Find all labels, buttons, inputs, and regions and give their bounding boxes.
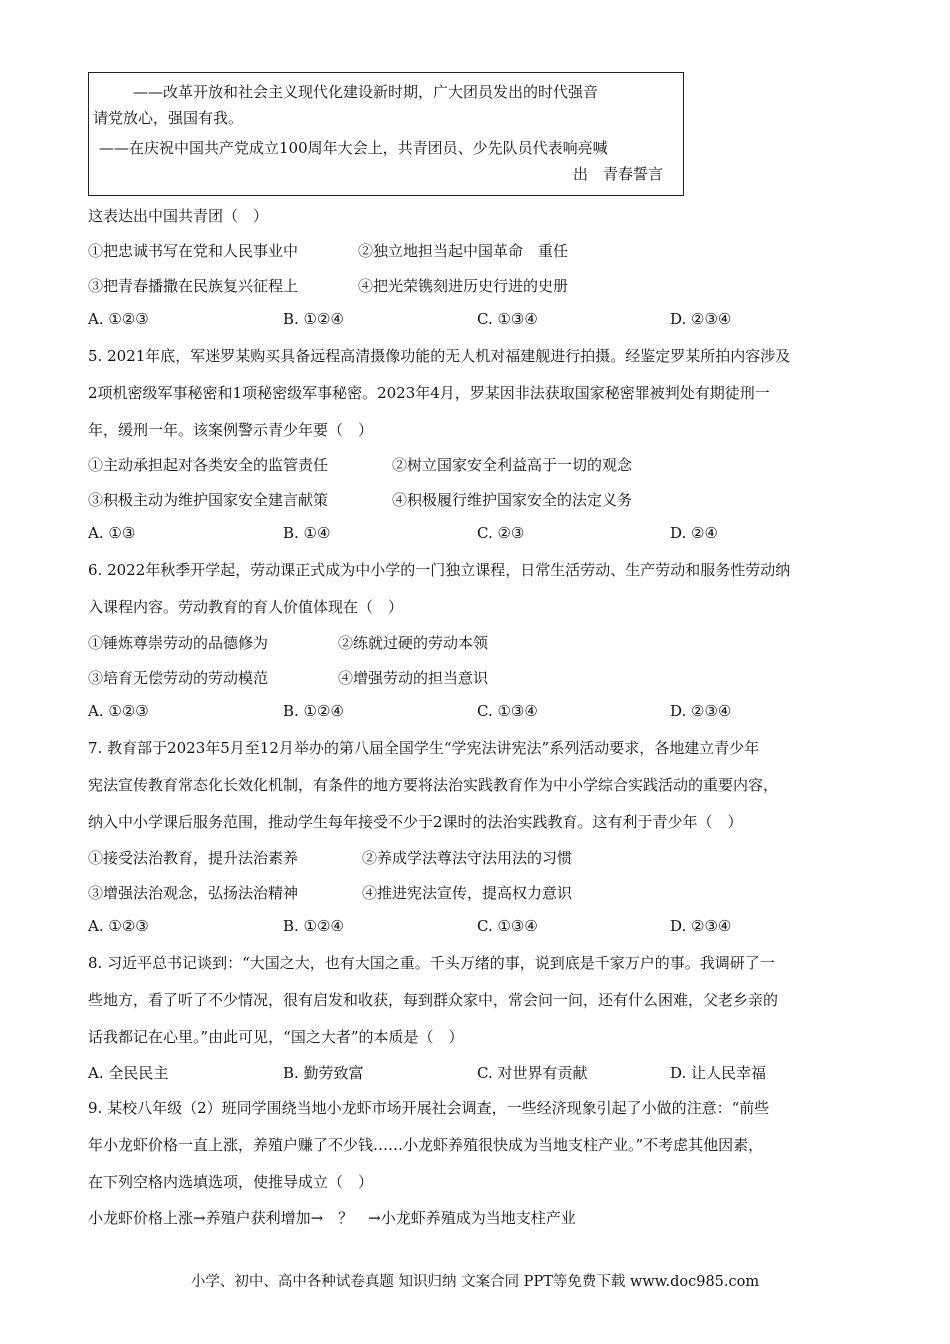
question-text: 8. 习近平总书记谈到：“大国之大，也有大国之重。千头万绪的事，说到底是千家万户的事。我调研了一 <box>88 954 775 972</box>
statement-item: ④积极履行维护国家安全的法定义务 <box>392 491 633 509</box>
statement-item: ①主动承担起对各类安全的监管责任 <box>88 456 329 474</box>
statement-item: ③积极主动为维护国家安全建言献策 <box>88 491 329 509</box>
answer-option: D. 让人民幸福 <box>670 1064 767 1082</box>
answer-option: C. ②③ <box>477 524 525 542</box>
answer-option: D. ②③④ <box>670 917 732 935</box>
question-stem: 这表达出中国共青团（ ） <box>88 207 269 225</box>
statement-item: ①接受法治教育，提升法治素养 <box>88 849 299 867</box>
statement-item: ③把青春播撒在民族复兴征程上 <box>88 277 299 295</box>
question-text: 入课程内容。劳动教育的育人价值体现在（ ） <box>88 598 404 616</box>
question-text: 5. 2021年底，军迷罗某购买具备远程高清摄像功能的无人机对福建舰进行拍摄。经鉴定罗某所拍内容涉及 <box>88 347 791 365</box>
question-text: 纳入中小学课后服务范围，推动学生每年接受不少于2课时的法治实践教育。这有利于青少年（ ） <box>88 813 743 831</box>
statement-item: ②练就过硬的劳动本领 <box>338 634 489 652</box>
answer-option: D. ②④ <box>670 524 718 542</box>
quote-line: 出 青春誓言 <box>573 165 664 183</box>
question-text: 宪法宣传教育常态化长效化机制，有条件的地方要将法治实践教育作为中小学综合实践活动的重要内容， <box>88 776 779 794</box>
question-text: 些地方，看了听了不少情况，很有启发和收获，每到群众家中，常会问一问，还有什么困难，父老乡亲的 <box>88 991 779 1009</box>
answer-option: D. ②③④ <box>670 702 732 720</box>
quote-line: ——在庆祝中国共产党成立100周年大会上，共青团员、少先队员代表响亮喊 <box>99 139 608 157</box>
statement-item: ③增强法治观念，弘扬法治精神 <box>88 884 299 902</box>
quote-box <box>88 72 684 196</box>
quote-line: 请党放心，强国有我。 <box>93 109 244 127</box>
answer-option: C. ①③④ <box>477 702 538 720</box>
quote-line: ——改革开放和社会主义现代化建设新时期，广大团员发出的时代强音 <box>133 83 599 101</box>
answer-option: A. 全民民主 <box>88 1064 169 1082</box>
question-text: 年小龙虾价格一直上涨，养殖户赚了不少钱……小龙虾养殖很快成为当地支柱产业。”不考虑其他因素， <box>88 1136 764 1154</box>
answer-option: C. ①③④ <box>477 917 538 935</box>
statement-item: ②树立国家安全利益高于一切的观念 <box>392 456 633 474</box>
statement-item: ④增强劳动的担当意识 <box>338 669 489 687</box>
question-text: 7. 教育部于2023年5月至12月举办的第八届全国学生“学宪法讲宪法”系列活动要求，各地建立青少年 <box>88 739 760 757</box>
answer-option: B. ①②④ <box>283 702 344 720</box>
statement-item: ③培育无偿劳动的劳动模范 <box>88 669 269 687</box>
question-text: 话我都记在心里。”由此可见，“国之大者”的本质是（ ） <box>88 1028 464 1046</box>
answer-option: A. ①②③ <box>88 702 149 720</box>
answer-option: B. 勤劳致富 <box>283 1064 364 1082</box>
statement-item: ④推进宪法宣传，提高权力意识 <box>362 884 573 902</box>
question-text: 2项机密级军事秘密和1项秘密级军事秘密。2023年4月，罗某因非法获取国家秘密罪被判处有期徒刑一 <box>88 384 770 402</box>
statement-item: ②独立地担当起中国革命 重任 <box>358 242 569 260</box>
answer-option: B. ①④ <box>283 524 331 542</box>
inference-chain: 小龙虾价格上涨→养殖户获利增加→ ？ →小龙虾养殖成为当地支柱产业 <box>88 1209 576 1227</box>
answer-option: A. ①②③ <box>88 310 149 328</box>
question-text: 年，缓刑一年。该案例警示青少年要（ ） <box>88 421 374 439</box>
answer-option: B. ①②④ <box>283 917 344 935</box>
answer-option: A. ①③ <box>88 524 136 542</box>
answer-option: A. ①②③ <box>88 917 149 935</box>
answer-option: C. 对世界有贡献 <box>477 1064 588 1082</box>
statement-item: ②养成学法尊法守法用法的习惯 <box>362 849 573 867</box>
question-text: 9. 某校八年级（2）班同学围绕当地小龙虾市场开展社会调查，一些经济现象引起了小做的注意：“前些 <box>88 1099 770 1117</box>
statement-item: ①锤炼尊崇劳动的品德修为 <box>88 634 269 652</box>
answer-option: C. ①③④ <box>477 310 538 328</box>
answer-option: D. ②③④ <box>670 310 732 328</box>
answer-option: B. ①②④ <box>283 310 344 328</box>
question-text: 6. 2022年秋季开学起，劳动课正式成为中小学的一门独立课程，日常生活劳动、生产劳动和服务性劳动纳 <box>88 561 791 579</box>
statement-item: ①把忠诚书写在党和人民事业中 <box>88 242 299 260</box>
statement-item: ④把光荣镌刻进历史行进的史册 <box>358 277 569 295</box>
footer-text: 小学、初中、高中各种试卷真题 知识归纳 文案合同 PPT等免费下载 www.doc985.com <box>190 1274 760 1290</box>
question-text: 在下列空格内选填选项，使推导成立（ ） <box>88 1173 374 1191</box>
